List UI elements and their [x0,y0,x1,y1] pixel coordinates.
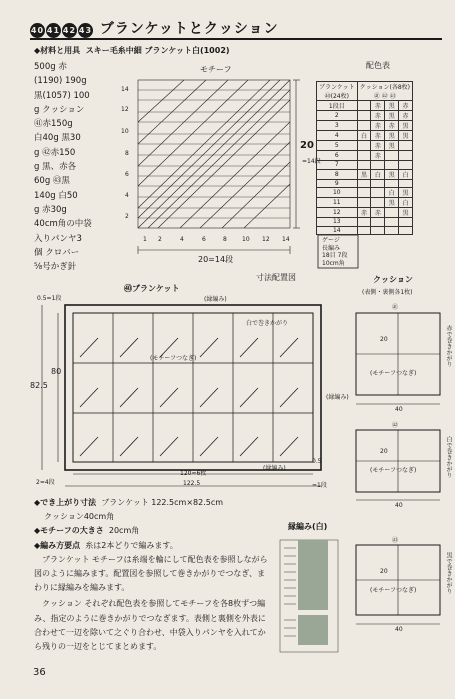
cushion-42-side: 白で巻きかがり [445,436,452,478]
x-tick: 2 [158,236,162,243]
y-tick: 14 [121,86,129,93]
color-table-title: 配色表 [366,61,390,70]
y-tick: 10 [121,128,129,135]
table-row: 8 黒 白 黒 白 [317,169,413,179]
table-row: 12 赤 赤 黒 [317,208,413,218]
color-header-a: ブランケット ㊵(24枚) [317,82,358,101]
table-row: 5 赤 黒 [317,141,413,151]
cushion-41-num: ㊶ [392,304,399,311]
table-row: 13 [317,218,413,227]
dim-80: 80 [51,367,62,376]
cushion-42-num: ㊷ [392,422,399,429]
blanket-label: ㊵ブランケット [124,284,180,293]
table-row: 6 赤 [317,151,413,161]
cushion-43-w: 40 [395,626,403,633]
y-tick: 2 [125,213,129,220]
gauge-text: ゲージ 長編み 18目 7段 10cm角 [322,237,348,267]
cushion-43-num: ㊸ [392,537,399,544]
title-number: 42 [62,23,77,38]
dim-120: 120=6枚 [180,470,207,477]
cushion-41-side: 赤で巻きかがり [445,325,452,367]
cushion-41-inner: 20 [380,336,388,343]
motif-right-dim: 20 [300,140,314,151]
cushion-subtitle: (表側・裏側各1枚) [362,289,413,296]
x-tick: 12 [262,236,270,243]
bottom-edge-label: (縁編み) [263,465,286,472]
y-tick: 8 [125,150,129,157]
motif-label: モチーフ [200,65,232,74]
x-tick: 1 [143,236,147,243]
center-label: (モチーフつなぎ) [150,355,197,362]
table-row: 2 赤 黒 赤 [317,111,413,121]
sizing-label: 寸法配置図 [256,273,296,282]
cushion-43-center: (モチーフつなぎ) [370,587,417,594]
dim-825: 82.5 [30,381,48,390]
y-tick: 4 [125,192,129,199]
table-row: 7 [317,161,413,170]
edge-label-top: (縁編み) [204,296,227,303]
cushion-41-center: (モチーフつなぎ) [370,370,417,377]
table-row: 14 [317,226,413,235]
title-number: 41 [46,23,61,38]
table-row: 3 赤 赤 黒 [317,121,413,131]
cushion-41-w: 40 [395,406,403,413]
table-row: 1段目 赤 黒 赤 [317,101,413,111]
edge-chart-label: 縁編み(白) [288,522,328,531]
materials-heading: ◆材料と用具 スキー毛糸中細 ブランケット白(1002) [34,46,230,55]
title-text: ブランケットとクッション [99,21,279,37]
table-row: 4 白 赤 黒 黒 [317,131,413,141]
y-tick: 12 [121,106,129,113]
color-table [316,81,413,235]
x-tick: 10 [242,236,250,243]
table-row: 10 白 黒 [317,188,413,198]
cushion-label: クッション [373,275,413,284]
motif-chart [138,80,290,228]
page-number: 36 [33,667,46,678]
cushion-43-side: 黒で巻きかがり [445,552,452,594]
cushion-43-inner: 20 [380,568,388,575]
dim-1225: 122.5 [183,480,201,487]
y-tick: 6 [125,171,129,178]
title-number: 40 [30,23,45,38]
blanket-diagram [42,305,321,486]
table-row: 11 黒 白 [317,198,413,208]
instructions: ◆でき上がり寸法 ブランケット 122.5cm×82.5cm クッション40cm角 ◆モチーフの大きさ 20cm角 ◆編み方要点 糸は2本どりで編みます。 ブランケット モチーフは糸端を輪にして配色表を参照しながら図のように編みます。配置図を参照して巻きかがりでつなぎ、まわりに縁編みを編みます。 クッション それぞれ配色表を参照してモチーフを各8枚ずつ編み、指定のように巻きかがりでつなぎます。表側と裏側を外表に合わせて一辺を除いて之ぐり合わせ、中袋入りパンヤを入れてから残りの一辺をとじてまとめます。 [34,498,268,652]
cushion-42-center: (モチーフつなぎ) [370,467,417,474]
materials-list: 500g 赤 (1190) 190g 黒(1057) 100 g クッション ㊶赤150g 白40g 黒30 g ㊷赤150 g 黒、赤各 60g ㊸黒 140g 白50 g 赤30g 40cm角の中袋 入りパンヤ3 個 クロバー ⅝号かぎ針 [34,62,92,273]
motif-right-rows: =14段 [302,158,321,165]
side-edge-label: (縁編み) [326,394,349,401]
white-join-label: 白で巻きかがり [246,320,289,327]
x-tick: 8 [223,236,227,243]
x-tick: 4 [180,236,184,243]
color-header-b: クッション(各8枚) ㊶ ㊷ ㊸ [357,82,412,101]
right-05: 0.5 [312,458,322,465]
motif-bottom-dim: 20=14段 [198,255,234,264]
table-row: 9 [317,179,413,188]
x-tick: 6 [202,236,206,243]
edge-top-dim: 0.5=1段 [37,295,62,302]
left-2: 2=4段 [36,479,55,486]
right-1: =1段 [312,482,327,489]
title-number: 43 [78,23,93,38]
cushion-42-inner: 20 [380,448,388,455]
cushion-42-w: 40 [395,502,403,509]
x-tick: 14 [282,236,290,243]
